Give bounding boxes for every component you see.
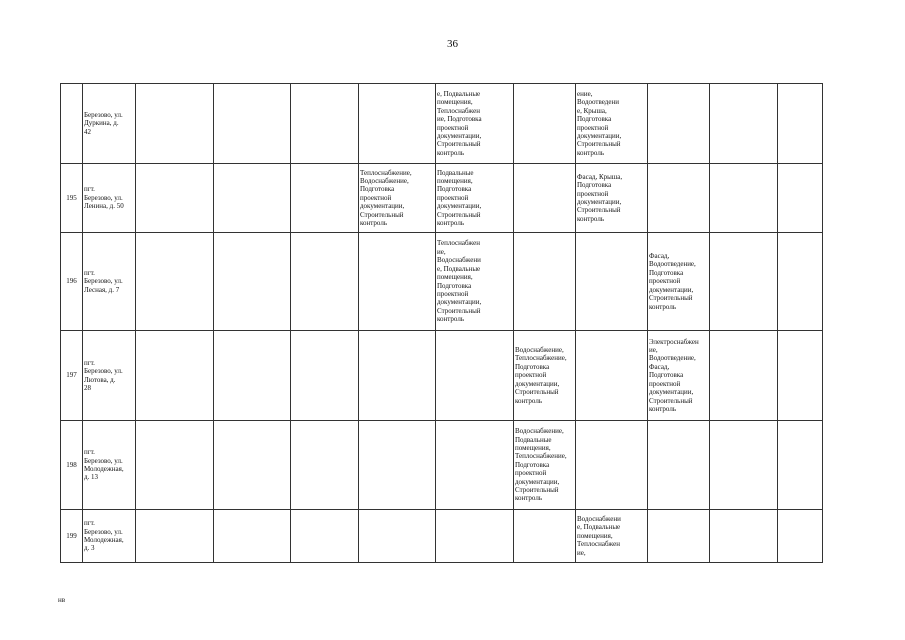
work-cell: Электроснабжен ие, Водоотведение, Фасад, Подготовка проектной документации, Строительный контроль <box>648 331 710 421</box>
address-cell: пгт. Березово, ул. Ленина, д. 50 <box>83 164 136 233</box>
work-cell: Фасад, Крыша, Подготовка проектной документации, Строительный контроль <box>576 164 648 233</box>
row-number: 195 <box>61 164 83 233</box>
table-row <box>61 233 823 331</box>
row-number <box>61 84 83 164</box>
work-cell: е, Подвальные помещения, Теплоснабжен ие, Подготовка проектной документации, Строительный контроль <box>436 84 514 164</box>
row-number: 199 <box>61 510 83 563</box>
capital-repair-table <box>60 83 823 563</box>
work-cell: Подвальные помещения, Подготовка проектной документации, Строительный контроль <box>436 164 514 233</box>
row-number: 197 <box>61 331 83 421</box>
address-cell: пгт. Березово, ул. Лесная, д. 7 <box>83 233 136 331</box>
work-cell: Водоснабжение, Подвальные помещения, Теплоснабжение, Подготовка проектной документации, Строительный контроль <box>514 421 576 510</box>
work-cell: Водоснабжени е, Подвальные помещения, Теплоснабжен ие, <box>576 510 648 563</box>
work-cell: Теплоснабжение, Водоснабжение, Подготовка проектной документации, Строительный контроль <box>359 164 436 233</box>
table-row <box>61 510 823 563</box>
table-row <box>61 331 823 421</box>
work-cell: Теплоснабжен ие, Водоснабжени е, Подвальные помещения, Подготовка проектной документации, Строительный контроль <box>436 233 514 331</box>
work-cell: Водоснабжение, Теплоснабжение, Подготовка проектной документации, Строительный контроль <box>514 331 576 421</box>
table-row <box>61 421 823 510</box>
page-number: 36 <box>447 38 458 50</box>
footer-mark: нв <box>58 596 66 604</box>
row-number: 198 <box>61 421 83 510</box>
row-number: 196 <box>61 233 83 331</box>
table-row <box>61 164 823 233</box>
table-row <box>61 84 823 164</box>
work-cell: ение, Водоотведени е, Крыша, Подготовка проектной документации, Строительный контроль <box>576 84 648 164</box>
work-cell: Фасад, Водоотведение, Подготовка проектной документации, Строительный контроль <box>648 233 710 331</box>
address-cell: пгт. Березово, ул. Лютова, д. 28 <box>83 331 136 421</box>
address-cell: пгт. Березово, ул. Молодежная, д. 13 <box>83 421 136 510</box>
address-cell: пгт. Березово, ул. Молодежная, д. 3 <box>83 510 136 563</box>
address-cell: Березово, ул. Дуркина, д. 42 <box>83 84 136 164</box>
